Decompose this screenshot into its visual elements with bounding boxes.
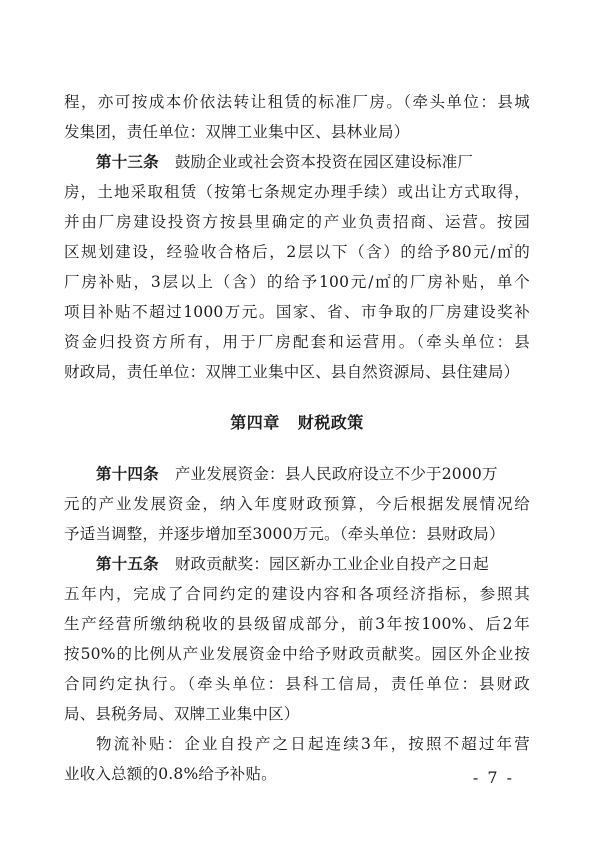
article-label: 第十五条 <box>96 554 159 573</box>
article-label: 第十四条 <box>96 464 159 483</box>
paragraph-line: 局、县税务局、双牌工业集中区） <box>64 705 300 723</box>
paragraph-line: 元的产业发展资金，纳入年度财政预算，今后根据发展情况给 <box>64 495 530 513</box>
paragraph-line: 程，亦可按成本价依法转让租赁的标准厂房。（牵头单位：县城 <box>64 93 530 111</box>
paragraph-line: 房，土地采取租赁（按第七条规定办理手续）或出让方式取得， <box>64 183 530 201</box>
paragraph-line: 五年内，完成了合同约定的建设内容和各项经济指标，参照其 <box>64 585 530 603</box>
page-number: - 7 - <box>472 768 514 787</box>
article-15-first-line <box>96 550 530 578</box>
article-label: 第十三条 <box>96 152 159 171</box>
paragraph-line: 予适当调整，并逐步增加至3000万元。（牵头单位：县财政局） <box>64 525 505 543</box>
paragraph-line: 财政局，责任单位：双牌工业集中区、县自然资源局、县住建局） <box>64 363 520 381</box>
article-text: 财政贡献奖：园区新办工业企业自投产之日起 <box>174 555 489 573</box>
chapter-number: 第四章 <box>230 413 280 432</box>
paragraph-line: 项目补贴不超过1000万元。国家、省、市争取的厂房建设奖补 <box>64 303 530 321</box>
paragraph-line: 生产经营所缴纳税收的县级留成部分，前3年按100%、后2年 <box>64 615 530 633</box>
paragraph-line: 按50%的比例从产业发展资金中给予财政贡献奖。园区外企业按 <box>64 645 530 663</box>
paragraph-line: 发集团，责任单位：双牌工业集中区、县林业局） <box>64 123 410 141</box>
paragraph-line: 业收入总额的0.8%给予补贴。 <box>64 765 277 783</box>
paragraph-line: 并由厂房建设投资方按县里确定的产业负责招商、运营。按园 <box>64 213 530 231</box>
paragraph-line: 合同约定执行。（牵头单位：县科工信局，责任单位：县财政 <box>64 675 530 693</box>
article-text: 产业发展资金：县人民政府设立不少于2000万 <box>174 465 498 483</box>
article-13-first-line <box>96 148 530 176</box>
logistics-first-line: 物流补贴：企业自投产之日起连续3年，按照不超过年营 <box>96 735 530 753</box>
chapter-heading <box>0 409 594 437</box>
paragraph-line: 厂房补贴，3层以上（含）的给予100元/㎡的厂房补贴，单个 <box>64 273 530 291</box>
article-text: 鼓励企业或社会资本投资在园区建设标准厂 <box>174 153 474 171</box>
paragraph-line: 资金归投资方所有，用于厂房配套和运营用。（牵头单位：县 <box>64 333 530 351</box>
chapter-title: 财税政策 <box>297 413 364 432</box>
article-14-first-line <box>96 460 530 488</box>
paragraph-line: 区规划建设，经验收合格后，2层以下（含）的给予80元/㎡的 <box>64 243 530 261</box>
